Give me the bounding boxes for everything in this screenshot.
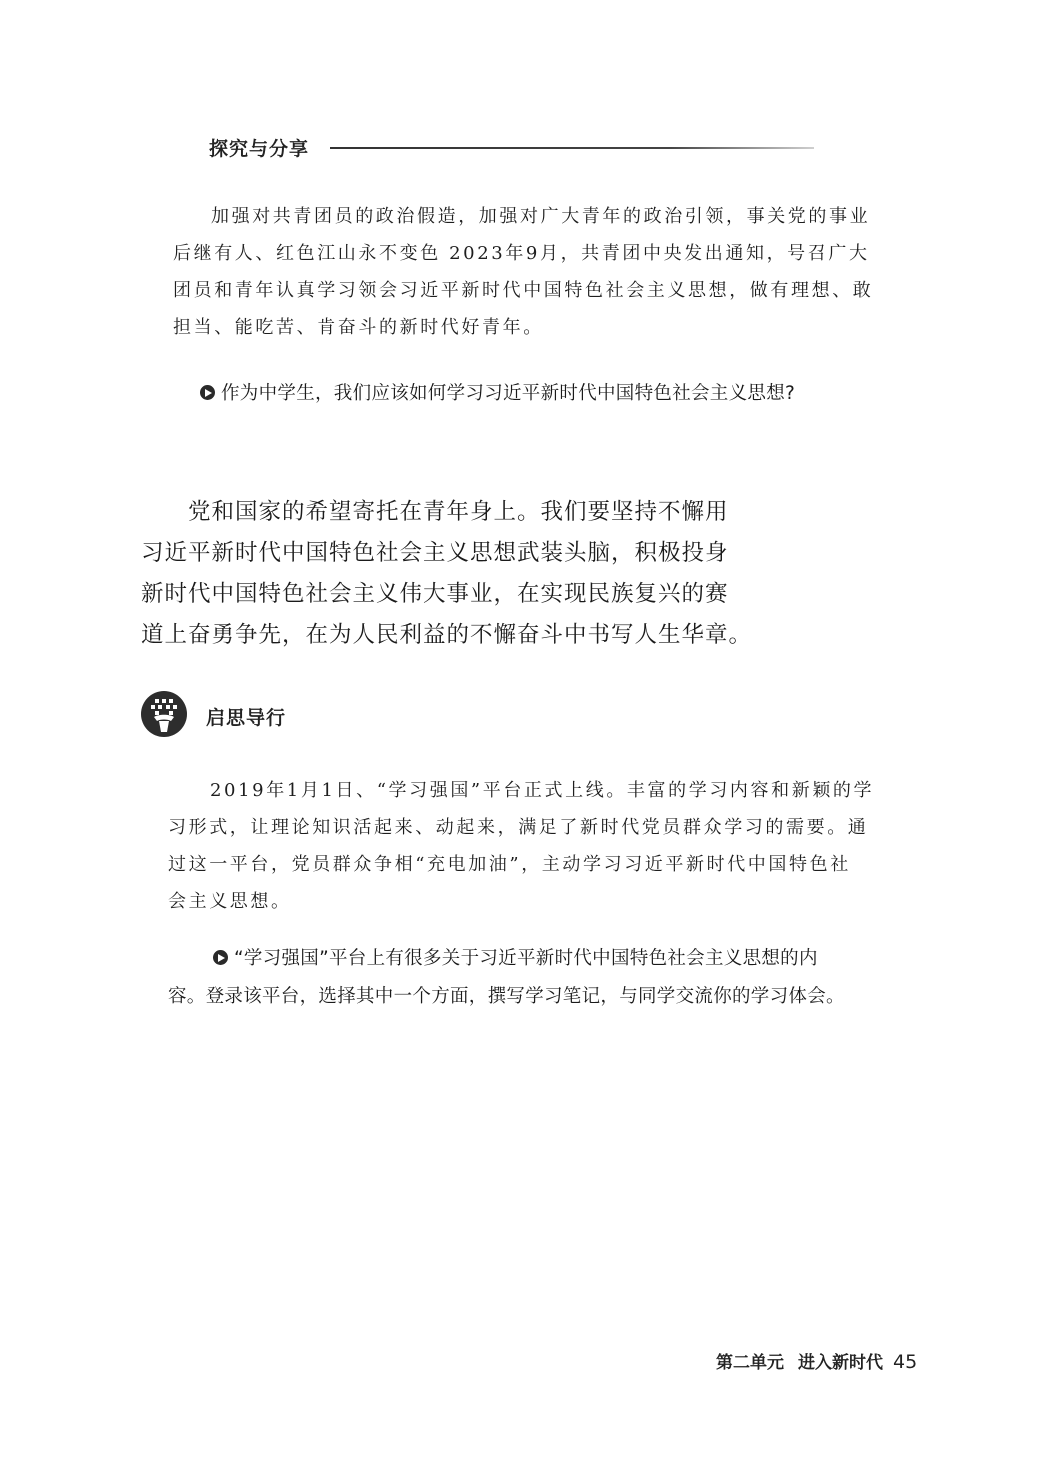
body-line: 习近平新时代中国特色社会主义思想武装头脑，积极投身 bbox=[141, 540, 729, 566]
passage-line: 会主义思想。 bbox=[168, 891, 292, 912]
passage-line: 加强对共青团员的政治假造，加强对广大青年的政治引领，事关党的事业 bbox=[211, 206, 871, 227]
play-bullet-icon bbox=[200, 385, 215, 400]
heading-rule bbox=[330, 147, 814, 149]
body-line: 道上奋勇争先，在为人民利益的不懈奋斗中书写人生华章。 bbox=[141, 622, 753, 648]
passage-line: 2019年1月1日、“学习强国”平台正式上线。丰富的学习内容和新颖的学 bbox=[210, 780, 875, 801]
page-footer bbox=[716, 1348, 917, 1373]
passage-line: 团员和青年认真学习领会习近平新时代中国特色社会主义思想，做有理想、敢 bbox=[173, 280, 874, 301]
main-paragraph bbox=[141, 492, 753, 656]
prompt-line: 容。登录该平台，选择其中一个方面，撰写学习笔记，与同学交流你的学习体会。 bbox=[168, 986, 845, 1007]
passage-line: 过这一平台，党员群众争相“充电加油”，主动学习习近平新时代中国特色社 bbox=[168, 854, 851, 875]
explore-passage bbox=[173, 198, 933, 346]
body-line: 党和国家的希望寄托在青年身上。我们要坚持不懈用 bbox=[188, 499, 729, 525]
body-line: 新时代中国特色社会主义伟大事业，在实现民族复兴的赛 bbox=[141, 581, 729, 607]
section-heading-explore-share: 探究与分享 bbox=[209, 138, 310, 160]
footer-unit: 第二单元 bbox=[716, 1353, 784, 1373]
passage-line: 习形式，让理论知识活起来、动起来，满足了新时代党员群众学习的需要。通 bbox=[168, 817, 869, 838]
section-heading-inspire-guide: 启思导行 bbox=[206, 707, 287, 729]
prompt-text: “学习强国”平台上有很多关于习近平新时代中国特色社会主义思想的内 bbox=[234, 948, 818, 969]
footer-chapter: 进入新时代 bbox=[798, 1353, 883, 1373]
inspire-prompt bbox=[168, 940, 928, 1016]
prompt-line bbox=[168, 940, 928, 978]
passage-line: 担当、能吃苦、肯奋斗的新时代好青年。 bbox=[173, 317, 544, 338]
section-badge-icon bbox=[140, 690, 188, 738]
explore-prompt bbox=[200, 375, 795, 413]
page-number: 45 bbox=[893, 1351, 918, 1373]
inspire-passage bbox=[168, 772, 938, 920]
passage-line: 后继有人、红色江山永不变色 2023年9月，共青团中央发出通知，号召广大 bbox=[173, 243, 870, 264]
prompt-text: 作为中学生，我们应该如何学习习近平新时代中国特色社会主义思想? bbox=[221, 383, 796, 404]
play-bullet-icon bbox=[213, 950, 228, 965]
